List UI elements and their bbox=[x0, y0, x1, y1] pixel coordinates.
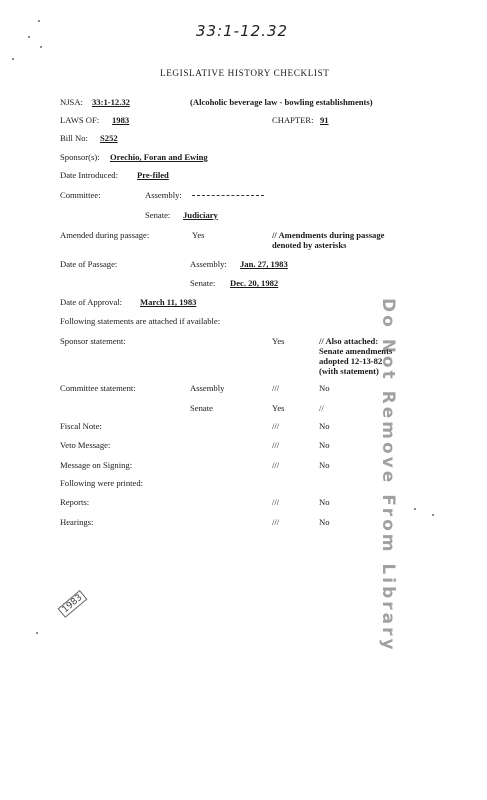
corner-stamp-mark: 1983 bbox=[58, 590, 88, 618]
amended-value: Yes bbox=[192, 230, 205, 240]
approval-value: March 11, 1983 bbox=[140, 297, 197, 307]
signing-label: Message on Signing: bbox=[60, 460, 133, 470]
also-note-3: adopted 12-13-82 bbox=[319, 356, 383, 366]
passage-senate-label: Senate: bbox=[190, 278, 216, 288]
cs-assembly-value: No bbox=[319, 383, 330, 393]
scan-speck bbox=[432, 514, 434, 516]
reports-label: Reports: bbox=[60, 497, 90, 507]
chapter-label: CHAPTER: bbox=[272, 115, 314, 125]
njsa-label: NJSA: bbox=[60, 97, 83, 107]
hearings-mark: /// bbox=[272, 517, 280, 527]
bill-label: Bill No: bbox=[60, 133, 88, 143]
chapter-value: 91 bbox=[320, 115, 329, 125]
assembly-blank-line bbox=[192, 195, 264, 196]
scan-speck bbox=[36, 632, 38, 634]
hearings-label: Hearings: bbox=[60, 517, 94, 527]
committee-label: Committee: bbox=[60, 190, 101, 200]
signing-mark: /// bbox=[272, 460, 280, 470]
introduced-label: Date Introduced: bbox=[60, 170, 118, 180]
amended-note-1: // Amendments during passage bbox=[272, 230, 385, 240]
amended-label: Amended during passage: bbox=[60, 230, 150, 240]
committee-senate-label: Senate: bbox=[145, 210, 171, 220]
reports-mark: /// bbox=[272, 497, 280, 507]
passage-assembly-label: Assembly: bbox=[190, 259, 227, 269]
attached-label: Following statements are attached if available: bbox=[60, 316, 221, 326]
amended-note-2: denoted by asterisks bbox=[272, 240, 347, 250]
cs-senate-mark: // bbox=[319, 403, 324, 413]
cs-assembly-label: Assembly bbox=[190, 383, 225, 393]
scan-speck bbox=[40, 46, 42, 48]
also-note-2: Senate amendments bbox=[319, 346, 393, 356]
sponsor-value: Orechio, Foran and Ewing bbox=[110, 152, 208, 162]
scan-speck bbox=[38, 20, 40, 22]
sponsor-label: Sponsor(s): bbox=[60, 152, 100, 162]
also-note-1: // Also attached: bbox=[319, 336, 379, 346]
page-title: LEGISLATIVE HISTORY CHECKLIST bbox=[160, 68, 330, 78]
fiscal-mark: /// bbox=[272, 421, 280, 431]
passage-senate-value: Dec. 20, 1982 bbox=[230, 278, 279, 288]
approval-label: Date of Approval: bbox=[60, 297, 123, 307]
veto-mark: /// bbox=[272, 440, 280, 450]
introduced-value: Pre-filed bbox=[137, 170, 169, 180]
committee-statement-label: Committee statement: bbox=[60, 383, 136, 393]
sponsor-statement-value: Yes bbox=[272, 336, 285, 346]
senate-committee-value: Judiciary bbox=[183, 210, 218, 220]
library-stamp: Do Not Remove From Library bbox=[378, 298, 398, 653]
scan-speck bbox=[28, 36, 30, 38]
bill-value: S252 bbox=[100, 133, 118, 143]
njsa-value: 33:1-12.32 bbox=[92, 97, 130, 107]
printed-label: Following were printed: bbox=[60, 478, 144, 488]
cs-senate-value: Yes bbox=[272, 403, 285, 413]
scan-speck bbox=[12, 58, 14, 60]
veto-value: No bbox=[319, 440, 330, 450]
laws-label: LAWS OF: bbox=[60, 115, 100, 125]
signing-value: No bbox=[319, 460, 330, 470]
reports-value: No bbox=[319, 497, 330, 507]
hearings-value: No bbox=[319, 517, 330, 527]
fiscal-label: Fiscal Note: bbox=[60, 421, 102, 431]
scan-speck bbox=[414, 508, 416, 510]
subject-text: (Alcoholic beverage law - bowling establishments) bbox=[190, 97, 373, 107]
fiscal-value: No bbox=[319, 421, 330, 431]
laws-value: 1983 bbox=[112, 115, 130, 125]
passage-label: Date of Passage: bbox=[60, 259, 118, 269]
sponsor-statement-label: Sponsor statement: bbox=[60, 336, 126, 346]
veto-label: Veto Message: bbox=[60, 440, 111, 450]
passage-assembly-value: Jan. 27, 1983 bbox=[240, 259, 288, 269]
committee-assembly-label: Assembly: bbox=[145, 190, 182, 200]
cs-assembly-mark: /// bbox=[272, 383, 280, 393]
cs-senate-label: Senate bbox=[190, 403, 213, 413]
also-note-4: (with statement) bbox=[319, 366, 379, 376]
handwritten-code: 33:1-12.32 bbox=[196, 22, 289, 40]
